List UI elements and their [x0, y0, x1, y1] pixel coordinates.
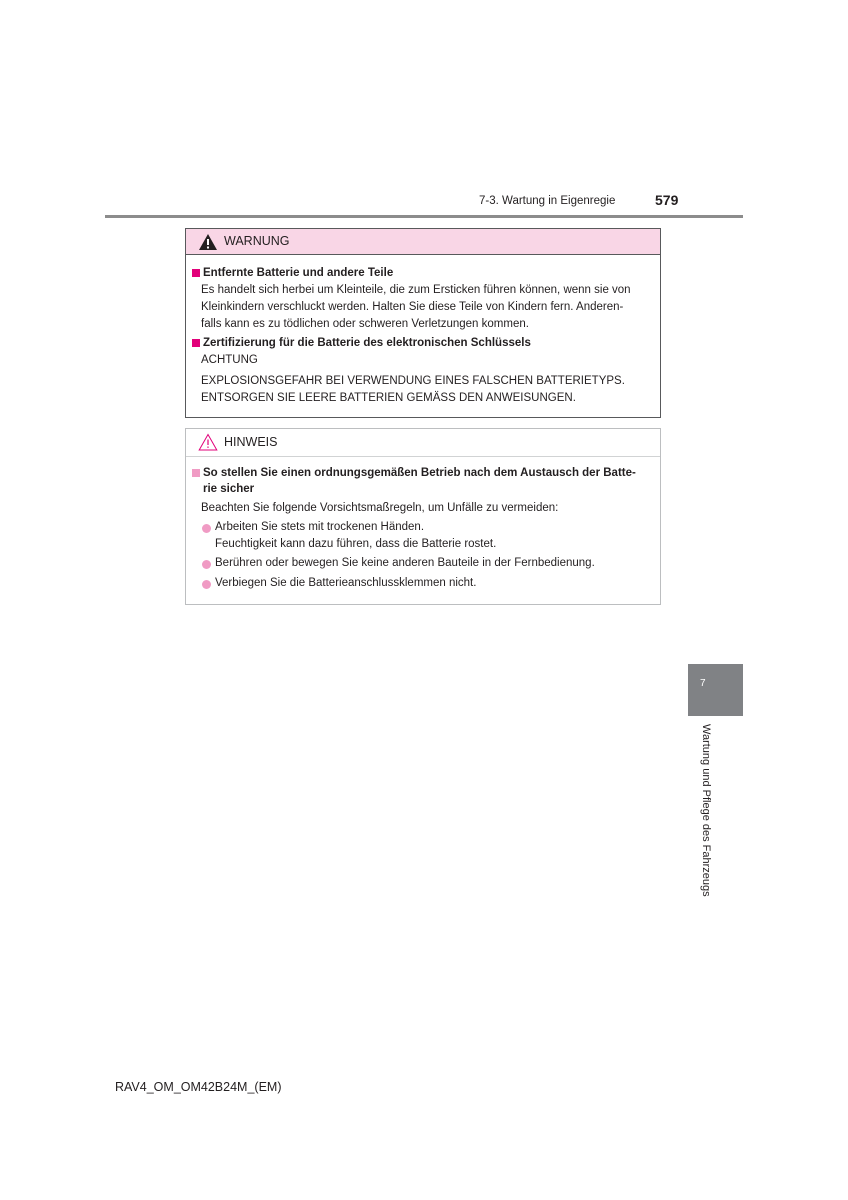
list-item: Verbiegen Sie die Batterieanschlussklemmen nicht.	[201, 575, 655, 592]
page-header-section: 7-3. Wartung in Eigenregie	[479, 195, 616, 207]
warning-box	[185, 228, 661, 418]
caution-label: ACHTUNG	[201, 354, 258, 366]
warning-section-text: EXPLOSIONSGEFAHR BEI VERWENDUNG EINES FALSCHEN BATTERIETYPS. ENTSORGEN SIE LEERE BATTERIEN GEMÄSS DEN ANWEISUNGEN.	[201, 375, 625, 404]
square-bullet-icon	[192, 469, 200, 477]
warning-section-title: Zertifizierung für die Batterie des elektronischen Schlüssels	[191, 335, 531, 351]
square-bullet-icon	[192, 269, 200, 277]
list-item: Berühren oder bewegen Sie keine anderen Bauteile in der Fernbedienung.	[201, 555, 655, 572]
warning-triangle-icon	[198, 233, 218, 251]
circle-bullet-icon	[202, 580, 211, 589]
page-number: 579	[655, 192, 679, 208]
warning-section-title: Entfernte Batterie und andere Teile	[191, 265, 393, 281]
list-item: Arbeiten Sie stets mit trockenen Händen. Feuchtigkeit kann dazu führen, dass die Batterie rostet.	[201, 519, 655, 553]
chapter-number: 7	[700, 678, 706, 689]
footer-document-code: RAV4_OM_OM42B24M_(EM)	[115, 1080, 282, 1094]
circle-bullet-icon	[202, 560, 211, 569]
caution-triangle-icon	[198, 433, 218, 451]
notice-label: HINWEIS	[224, 435, 278, 449]
warning-section-text: Es handelt sich herbei um Kleinteile, die zum Ersticken führen können, wenn sie von Kleinkindern verschluckt werden. Halten Sie diese Teile von Kindern fern. Anderen- falls kann es zu tödlichen oder schweren Verletzungen kommen.	[201, 284, 631, 330]
header-rule	[105, 215, 743, 218]
warning-header	[186, 229, 660, 255]
notice-intro: Beachten Sie folgende Vorsichtsmaßregeln, um Unfälle zu vermeiden:	[201, 502, 559, 514]
notice-section-title: So stellen Sie einen ordnungsgemäßen Betrieb nach dem Austausch der Batte- rie sicher	[191, 465, 658, 497]
chapter-tab	[688, 664, 743, 716]
chapter-title: Wartung und Pflege des Fahrzeugs	[700, 724, 712, 897]
notice-box	[185, 428, 661, 605]
notice-header	[186, 429, 660, 457]
square-bullet-icon	[192, 339, 200, 347]
circle-bullet-icon	[202, 524, 211, 533]
warning-label: WARNUNG	[224, 234, 290, 248]
